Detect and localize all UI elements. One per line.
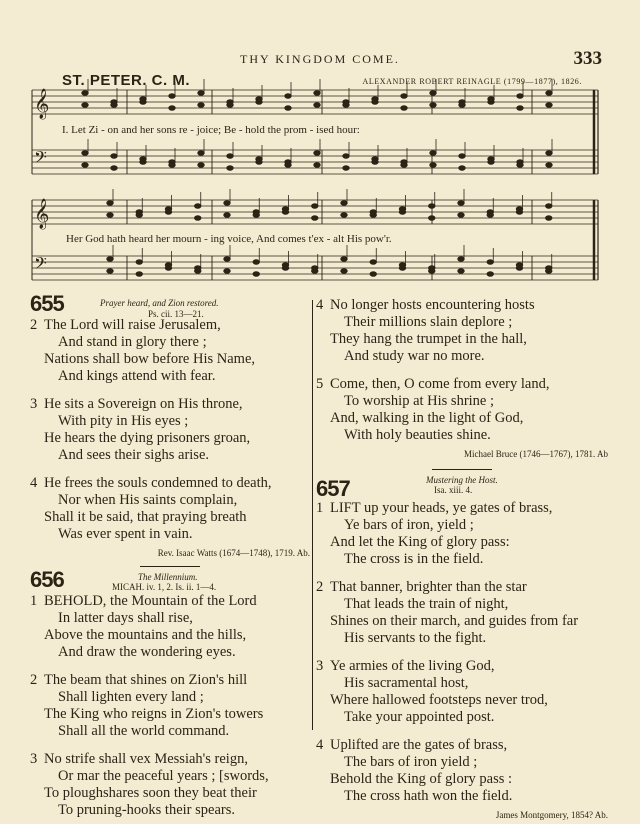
verse-line: They hang the trumpet in the hall, (330, 331, 527, 347)
note-head (459, 103, 465, 108)
note-head (136, 260, 142, 265)
verse-text: Uplifted are the gates of brass, (330, 737, 508, 753)
note-head (312, 269, 318, 274)
note-head (107, 201, 113, 206)
verse-line (316, 579, 608, 596)
note-head (224, 213, 230, 218)
note-head (198, 163, 204, 168)
note-head (111, 103, 117, 108)
verse-line: And, walking in the light of God, (330, 410, 524, 426)
verse-number: 3 (30, 751, 38, 767)
verse-line (316, 297, 608, 314)
hymn-656-verses (30, 593, 310, 819)
attribution: Rev. Isaac Watts (1674—1748), 1719. Ab. (157, 548, 310, 558)
note-head (169, 94, 175, 99)
verse-line: Nations shall bow before His Name, (44, 351, 256, 367)
note-head (429, 204, 435, 209)
verse-line: In latter days shall rise, (58, 610, 193, 626)
note-head (227, 103, 233, 108)
note-head (198, 103, 204, 108)
verse-line: The cross hath won the field. (344, 788, 513, 804)
verse (316, 297, 608, 365)
hymn-655-heading (30, 291, 310, 319)
verse-text: BEHOLD, the Mountain of the Lord (44, 593, 257, 609)
verse-line (30, 672, 310, 689)
verse-text: The Lord will raise Jerusalem, (44, 317, 221, 333)
note-head (136, 213, 142, 218)
note-head (198, 151, 204, 156)
verse-line: Was ever spent in vain. (58, 526, 193, 542)
scripture-ref: Isa. xiii. 4. (434, 485, 473, 495)
bass-clef: 𝄢 (34, 255, 47, 277)
note-head (430, 163, 436, 168)
verse (316, 737, 608, 805)
verse-line: That leads the train of night, (344, 596, 509, 612)
verse-line: The bars of iron yield ; (344, 754, 478, 770)
note-head (488, 160, 494, 165)
hymn-number: 655 (30, 291, 64, 316)
hymn-656-heading (30, 567, 310, 593)
hymn-number: 657 (316, 476, 350, 501)
verse (316, 500, 608, 568)
hymn-title: Prayer heard, and Zion restored. (100, 298, 219, 308)
note-head (285, 94, 291, 99)
hymn-657-verses (316, 500, 608, 805)
verse-number: 5 (316, 376, 324, 392)
verse-text: No strife shall vex Messiah's reign, (44, 751, 248, 767)
note-head (136, 272, 142, 277)
note-head (198, 91, 204, 96)
verse (30, 396, 310, 464)
verse-number: 4 (316, 737, 324, 753)
lyric-system-1: I. Let Zi - on and her sons re - joice; Be - hold the prom - ised hour: (62, 124, 360, 136)
note-head (224, 257, 230, 262)
verse-line (30, 396, 310, 413)
note-head (282, 210, 288, 215)
note-head (282, 266, 288, 271)
note-head (487, 260, 493, 265)
attribution: James Montgomery, 1854? Ab. (495, 810, 608, 820)
verse (316, 658, 608, 726)
note-head (82, 163, 88, 168)
verse-line (316, 658, 608, 675)
note-head (372, 160, 378, 165)
note-head (314, 103, 320, 108)
verse (30, 751, 310, 819)
verse-line: Shall it be said, that praying breath (44, 509, 247, 525)
note-head (227, 154, 233, 159)
note-head (546, 216, 552, 221)
verse (30, 593, 310, 661)
verse-number: 2 (30, 317, 38, 333)
verse-line: And let the King of glory pass: (330, 534, 510, 550)
note-head (399, 210, 405, 215)
note-head (546, 163, 552, 168)
note-head (195, 204, 201, 209)
column-divider (312, 300, 313, 730)
note-head (82, 151, 88, 156)
note-head (546, 204, 552, 209)
verse-line (316, 737, 608, 754)
note-head (253, 260, 259, 265)
note-head (370, 260, 376, 265)
note-head (430, 91, 436, 96)
verse-line: To pruning-hooks their spears. (58, 802, 235, 818)
bass-clef: 𝄢 (34, 149, 47, 171)
note-head (341, 201, 347, 206)
note-head (314, 163, 320, 168)
note-head (487, 213, 493, 218)
note-head (458, 201, 464, 206)
note-head (285, 163, 291, 168)
hymn-title: The Millennium. (138, 572, 198, 582)
verse-text: He sits a Sovereign on His throne, (44, 396, 243, 412)
verse-number: 2 (316, 579, 324, 595)
running-title: THY KINGDOM COME. (240, 52, 400, 66)
verse-text: The beam that shines on Zion's hill (44, 672, 248, 688)
note-head (372, 100, 378, 105)
tune-composer: ALEXANDER ROBERT REINAGLE (1799—1877), 1826. (362, 77, 582, 86)
note-head (429, 269, 435, 274)
verse-line: With pity in His eyes ; (58, 413, 189, 429)
note-head (82, 103, 88, 108)
hymn-number: 656 (30, 567, 64, 592)
verse-line: To ploughshares soon they beat their (44, 785, 257, 801)
note-head (516, 266, 522, 271)
verse-number: 2 (30, 672, 38, 688)
verse-line: Above the mountains and the hills, (44, 627, 247, 643)
verse-number: 1 (316, 500, 324, 516)
note-head (314, 151, 320, 156)
note-head (429, 216, 435, 221)
verse-line: Nor when His saints complain, (58, 492, 238, 508)
verse-line: And draw the wondering eyes. (58, 644, 236, 660)
note-head (285, 106, 291, 111)
treble-clef: 𝄞 (34, 199, 50, 228)
tune-name: ST. PETER. C. M. (62, 72, 191, 89)
note-head (487, 272, 493, 277)
verse-line (316, 500, 608, 517)
verse-line: Their millions slain deplore ; (344, 314, 513, 330)
note-head (341, 213, 347, 218)
note-head (111, 154, 117, 159)
verse-line (30, 475, 310, 492)
note-head (459, 154, 465, 159)
verse-line (30, 751, 310, 768)
note-head (165, 210, 171, 215)
verse-text: No longer hosts encountering hosts (330, 297, 535, 313)
verse-line: Shines on their march, and guides from far (330, 613, 579, 629)
verse-number: 4 (30, 475, 38, 491)
verse-text: That banner, brighter than the star (330, 579, 527, 595)
note-head (140, 100, 146, 105)
note-head (256, 160, 262, 165)
verse-line: Behold the King of glory pass : (330, 771, 513, 787)
note-head (224, 201, 230, 206)
note-head (140, 160, 146, 165)
hymn-655-verses (30, 317, 310, 543)
note-head (107, 269, 113, 274)
note-head (312, 204, 318, 209)
verse-text: Come, then, O come from every land, (330, 376, 550, 392)
verse (30, 672, 310, 740)
note-head (458, 269, 464, 274)
note-head (107, 257, 113, 262)
note-head (195, 269, 201, 274)
verse-text: He frees the souls condemned to death, (44, 475, 272, 491)
verse-line: Ye bars of iron, yield ; (344, 517, 474, 533)
note-head (312, 216, 318, 221)
verse-line: With holy beauties shine. (344, 427, 491, 443)
verse-line: The cross is in the field. (344, 551, 484, 567)
verse-line: Take your appointed post. (344, 709, 495, 725)
note-head (370, 272, 376, 277)
verse-line: And sees their sighs arise. (58, 447, 210, 463)
note-head (458, 213, 464, 218)
verse-line: To worship at His shrine ; (344, 393, 495, 409)
note-head (256, 100, 262, 105)
treble-clef: 𝄞 (34, 89, 50, 118)
note-head (107, 213, 113, 218)
note-head (253, 213, 259, 218)
note-head (227, 166, 233, 171)
right-column (316, 297, 608, 824)
note-head (488, 100, 494, 105)
divider (432, 469, 492, 470)
verse-line: His sacramental host, (344, 675, 469, 691)
verse-line: And study war no more. (344, 348, 485, 364)
note-head (314, 91, 320, 96)
verse (30, 475, 310, 543)
verse-number: 3 (316, 658, 324, 674)
verse-line: And stand in glory there ; (58, 334, 207, 350)
verse-line: Shall all the world command. (58, 723, 230, 739)
note-head (169, 163, 175, 168)
note-head (517, 106, 523, 111)
verse (30, 317, 310, 385)
verse-number: 4 (316, 297, 324, 313)
note-head (343, 103, 349, 108)
note-head (341, 269, 347, 274)
note-head (430, 103, 436, 108)
verse-line: The King who reigns in Zion's towers (44, 706, 264, 722)
note-head (399, 266, 405, 271)
verse-line: Where hallowed footsteps never trod, (330, 692, 548, 708)
attribution: Michael Bruce (1746—1767), 1781. Ab (464, 449, 608, 459)
verse-line: Or mar the peaceful years ; [swords, (58, 768, 269, 784)
hymn-657-heading (316, 474, 608, 500)
note-head (169, 106, 175, 111)
verse-text: LIFT up your heads, ye gates of brass, (330, 500, 553, 516)
note-head (82, 91, 88, 96)
verse-text: Ye armies of the living God, (330, 658, 495, 674)
verse (316, 579, 608, 647)
hymn-title: Mustering the Host. (426, 475, 498, 485)
note-head (517, 94, 523, 99)
note-head (165, 266, 171, 271)
note-head (516, 210, 522, 215)
note-head (458, 257, 464, 262)
note-head (111, 166, 117, 171)
verse (316, 376, 608, 444)
note-head (401, 94, 407, 99)
divider (140, 566, 200, 567)
note-head (546, 103, 552, 108)
verse-number: 3 (30, 396, 38, 412)
music-score (0, 0, 640, 290)
verse-line: And kings attend with fear. (58, 368, 216, 384)
note-head (370, 213, 376, 218)
scripture-ref: MICAH. iv. 1, 2. Is. ii. 1—4. (112, 582, 217, 592)
page-number: 333 (573, 48, 602, 69)
note-head (401, 106, 407, 111)
note-head (546, 151, 552, 156)
note-head (430, 151, 436, 156)
verse-number: 1 (30, 593, 38, 609)
note-head (546, 91, 552, 96)
note-head (517, 163, 523, 168)
note-head (546, 269, 552, 274)
scripture-ref: Ps. cii. 13—21. (148, 309, 204, 319)
note-head (224, 269, 230, 274)
left-column (30, 291, 310, 819)
note-head (343, 154, 349, 159)
note-head (253, 272, 259, 277)
verse-line (316, 376, 608, 393)
note-head (401, 163, 407, 168)
note-head (341, 257, 347, 262)
note-head (195, 216, 201, 221)
note-head (459, 166, 465, 171)
lyric-system-2: Her God hath heard her mourn - ing voice, And comes t'ex - alt His pow'r. (66, 233, 392, 245)
hymn-656-cont-verses (316, 297, 608, 444)
verse-line: He hears the dying prisoners groan, (44, 430, 251, 446)
note-head (343, 166, 349, 171)
verse-line: His servants to the fight. (344, 630, 487, 646)
verse-line: Shall lighten every land ; (58, 689, 204, 705)
